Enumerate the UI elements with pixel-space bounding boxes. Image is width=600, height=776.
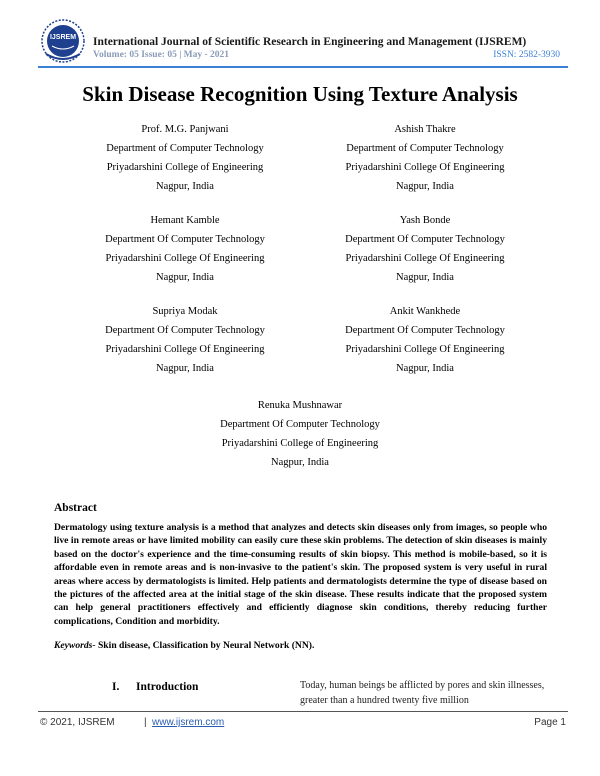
author-dept: Department of Computer Technology <box>346 143 504 154</box>
author-block <box>60 302 310 378</box>
author-dept: Department Of Computer Technology <box>345 325 505 336</box>
author-college: Priyadarshini College of Engineering <box>106 162 264 173</box>
author-college: Priyadarshini College Of Engineering <box>105 253 265 264</box>
keywords <box>54 640 314 651</box>
author-block <box>175 396 425 472</box>
section-number: I. <box>112 681 120 693</box>
author-city: Nagpur, India <box>271 457 329 468</box>
keywords-text: Skin disease, Classification by Neural Network (NN). <box>95 640 315 651</box>
header-divider <box>38 66 568 68</box>
author-city: Nagpur, India <box>396 272 454 283</box>
author-city: Nagpur, India <box>156 181 214 192</box>
author-block <box>60 120 310 196</box>
author-dept: Department of Computer Technology <box>106 143 264 154</box>
author-city: Nagpur, India <box>396 363 454 374</box>
svg-text:IJSREM: IJSREM <box>49 34 77 41</box>
author-name: Yash Bonde <box>399 215 451 226</box>
author-block <box>300 302 550 378</box>
journal-logo-icon <box>40 18 86 64</box>
author-city: Nagpur, India <box>156 272 214 283</box>
author-name: Supriya Modak <box>152 306 218 317</box>
author-college: Priyadarshini College Of Engineering <box>345 162 505 173</box>
author-college: Priyadarshini College Of Engineering <box>345 344 505 355</box>
footer-separator: | <box>144 717 147 728</box>
author-block <box>60 211 310 287</box>
keywords-label: Keywords- <box>54 640 96 651</box>
author-block <box>300 120 550 196</box>
abstract-body: Dermatology using texture analysis is a method that analyzes and detects skin diseases only from images, so people who live in remote areas or have limited mobility can easily cure these skin problems. The detection of skin diseases is mainly based on the doctor's experience and the time-consuming results of skin biopsy. This method is mobile-based, so it is affordable even in remote areas and is non-invasive to the patient's skin. The proposed system is very useful in rural areas where access by dermatologists is limited. Help patients and dermatologists determine the type of disease based on the pictures of the affected area at the initial stage of the skin disease. These results indicate that the proposed system can help general practitioners effectively and efficiently diagnose skin conditions, thereby reducing further complications, Condition and morbidity. <box>54 522 547 627</box>
footer-website-link[interactable]: www.ijsrem.com <box>152 717 225 728</box>
author-dept: Department Of Computer Technology <box>220 419 380 430</box>
footer-divider <box>38 711 568 712</box>
footer-copyright: © 2021, IJSREM <box>40 717 115 728</box>
author-city: Nagpur, India <box>156 363 214 374</box>
author-college: Priyadarshini College of Engineering <box>221 438 379 449</box>
author-name: Renuka Mushnawar <box>257 400 343 411</box>
paper-title: Skin Disease Recognition Using Texture Analysis <box>82 82 518 106</box>
author-block <box>300 211 550 287</box>
page-footer <box>38 717 568 733</box>
author-name: Hemant Kamble <box>150 215 220 226</box>
author-dept: Department Of Computer Technology <box>105 234 265 245</box>
section-title: Introduction <box>136 681 199 693</box>
author-college: Priyadarshini College Of Engineering <box>105 344 265 355</box>
author-name: Prof. M.G. Panjwani <box>141 124 229 135</box>
author-dept: Department Of Computer Technology <box>105 325 265 336</box>
author-dept: Department Of Computer Technology <box>345 234 505 245</box>
volume-issue: Volume: 05 Issue: 05 | May - 2021 <box>93 50 230 60</box>
author-college: Priyadarshini College Of Engineering <box>345 253 505 264</box>
abstract-heading: Abstract <box>54 502 97 514</box>
footer-page-number: Page 1 <box>534 717 566 728</box>
author-city: Nagpur, India <box>396 181 454 192</box>
intro-paragraph: Today, human beings be afflicted by pores and skin illnesses, greater than a hundred twenty five million <box>300 680 545 706</box>
author-name: Ashish Thakre <box>394 124 456 135</box>
issn: ISSN: 2582-3930 <box>493 50 560 60</box>
journal-header <box>38 18 568 68</box>
author-name: Ankit Wankhede <box>389 306 461 317</box>
journal-title: International Journal of Scientific Research in Engineering and Management (IJSREM) <box>93 36 527 48</box>
